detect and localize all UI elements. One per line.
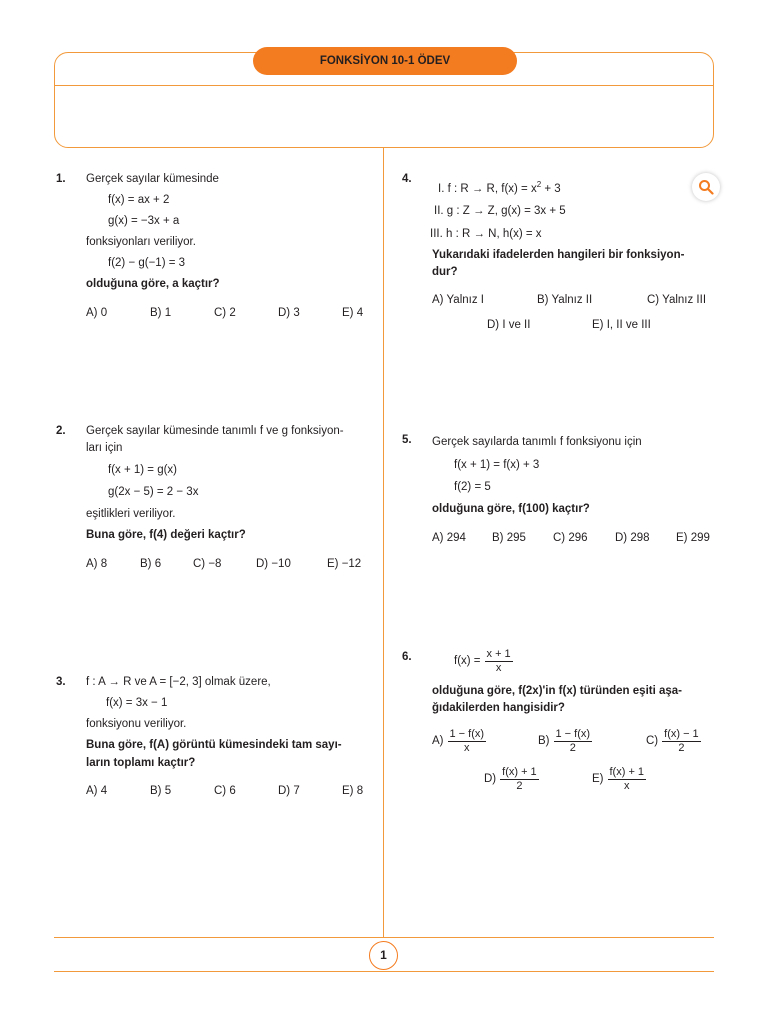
question-1 (56, 172, 376, 332)
denominator: x (624, 779, 630, 792)
option-c[interactable]: C) 296 (553, 532, 588, 544)
question-text: Gerçek sayılar kümesinde (86, 173, 219, 185)
option-label: E) (592, 772, 604, 785)
denominator: 2 (516, 779, 523, 792)
question-prompt: olduğuna göre, f(100) kaçtır? (432, 503, 590, 515)
option-e[interactable]: E) 8 (342, 785, 364, 797)
exponent: 2 (536, 180, 542, 189)
question-prompt: olduğuna göre, f(2x)'in f(x) türünden eşiti aşa- (432, 685, 682, 697)
question-6 (402, 648, 716, 798)
option-b[interactable]: B) 1 (150, 307, 172, 319)
option-label: B) (538, 734, 550, 747)
question-prompt: ların toplamı kaçtır? (86, 757, 196, 769)
question-prompt: Buna göre, f(A) görüntü kümesindeki tam sayı- (86, 739, 342, 751)
statement-ii: II. g : Z → Z, g(x) = 3x + 5 (434, 205, 566, 217)
option-a[interactable] (432, 728, 486, 754)
option-a[interactable]: A) Yalnız I (432, 294, 484, 306)
question-prompt: Buna göre, f(4) değeri kaçtır? (86, 529, 246, 541)
formula-line: f(2) − g(−1) = 3 (108, 257, 186, 269)
fraction (608, 766, 647, 792)
option-b[interactable] (538, 728, 592, 754)
question-3 (56, 675, 376, 805)
option-e[interactable]: E) −12 (327, 558, 362, 570)
numerator: x + 1 (486, 648, 511, 660)
footer-line-top (54, 937, 714, 938)
numerator: 1 − f(x) (555, 728, 591, 740)
statement-iii: III. h : R → N, h(x) = x (430, 228, 542, 240)
option-d[interactable]: D) 298 (615, 532, 650, 544)
denominator: x (464, 741, 470, 754)
denominator: 2 (569, 741, 576, 754)
function-definition (454, 648, 513, 674)
option-a[interactable]: A) 8 (86, 558, 108, 570)
option-e[interactable]: E) 4 (342, 307, 364, 319)
option-d[interactable]: D) I ve II (487, 319, 531, 331)
option-c[interactable]: C) 6 (214, 785, 236, 797)
question-2 (56, 424, 376, 584)
option-b[interactable]: B) 295 (492, 532, 526, 544)
numerator: f(x) − 1 (664, 728, 699, 740)
column-divider (383, 148, 384, 938)
option-e[interactable] (592, 766, 646, 792)
question-number: 3. (56, 676, 66, 688)
option-e[interactable]: E) I, II ve III (592, 319, 651, 331)
formula-line: g(2x − 5) = 2 − 3x (108, 486, 199, 498)
statement-i-text: I. f : R → R, f(x) = x (438, 182, 537, 195)
option-a[interactable]: A) 0 (86, 307, 108, 319)
option-label: C) (646, 734, 659, 747)
question-text: Gerçek sayılar kümesinde tanımlı f ve g fonksiyon- (86, 425, 344, 437)
option-e[interactable]: E) 299 (676, 532, 710, 544)
question-text: ları için (86, 442, 123, 454)
formula-line: f(2) = 5 (454, 481, 491, 493)
option-d[interactable] (484, 766, 539, 792)
question-prompt: olduğuna göre, a kaçtır? (86, 278, 220, 290)
option-label: D) (484, 772, 497, 785)
numerator: f(x) + 1 (502, 766, 537, 778)
question-4 (402, 172, 716, 334)
fraction (500, 766, 539, 792)
option-d[interactable]: D) 3 (278, 307, 300, 319)
formula-line: f(x) = ax + 2 (108, 194, 170, 206)
footer-line-bottom (54, 971, 714, 972)
question-number: 4. (402, 173, 412, 185)
fraction (554, 728, 593, 754)
formula-line: f(x + 1) = f(x) + 3 (454, 459, 540, 471)
formula-line: f(x) = 3x − 1 (106, 697, 168, 709)
question-number: 5. (402, 434, 412, 446)
statement-i-tail: + 3 (541, 182, 561, 195)
question-text: fonksiyonları veriliyor. (86, 236, 196, 248)
fraction (448, 728, 487, 754)
header-divider (55, 85, 713, 86)
page-number: 1 (369, 941, 398, 970)
question-text: fonksiyonu veriliyor. (86, 718, 187, 730)
option-c[interactable]: C) Yalnız III (647, 294, 707, 306)
statement-i (438, 180, 561, 197)
option-c[interactable]: C) −8 (193, 558, 222, 570)
option-a[interactable]: A) 294 (432, 532, 466, 544)
fraction (662, 728, 701, 754)
question-prompt: Yukarıdaki ifadelerden hangileri bir fonksiyon- (432, 249, 685, 261)
option-a[interactable]: A) 4 (86, 785, 108, 797)
denominator: 2 (678, 741, 685, 754)
worksheet-title: FONKSİYON 10-1 ÖDEV (253, 47, 517, 75)
formula-line: g(x) = −3x + a (108, 215, 180, 227)
option-d[interactable]: D) −10 (256, 558, 291, 570)
fraction (485, 648, 513, 674)
question-text: eşitlikleri veriliyor. (86, 508, 176, 520)
numerator: 1 − f(x) (449, 728, 485, 740)
header-box (54, 52, 714, 148)
option-label: A) (432, 734, 444, 747)
question-number: 6. (402, 651, 412, 663)
formula-line: f(x + 1) = g(x) (108, 464, 178, 476)
question-prompt: ğıdakilerden hangisidir? (432, 702, 565, 714)
function-lhs: f(x) = (454, 654, 481, 667)
option-b[interactable]: B) 5 (150, 785, 172, 797)
option-c[interactable]: C) 2 (214, 307, 236, 319)
question-5 (402, 433, 716, 553)
question-text: Gerçek sayılarda tanımlı f fonksiyonu için (432, 436, 642, 448)
denominator: x (495, 661, 502, 674)
question-text: f : A → R ve A = [−2, 3] olmak üzere, (86, 676, 271, 688)
question-number: 2. (56, 425, 66, 437)
question-prompt: dur? (432, 266, 458, 278)
question-number: 1. (56, 173, 66, 185)
numerator: f(x) + 1 (609, 766, 645, 778)
option-c[interactable] (646, 728, 701, 754)
option-d[interactable]: D) 7 (278, 785, 300, 797)
option-b[interactable]: B) 6 (140, 558, 162, 570)
option-b[interactable]: B) Yalnız II (537, 294, 593, 306)
